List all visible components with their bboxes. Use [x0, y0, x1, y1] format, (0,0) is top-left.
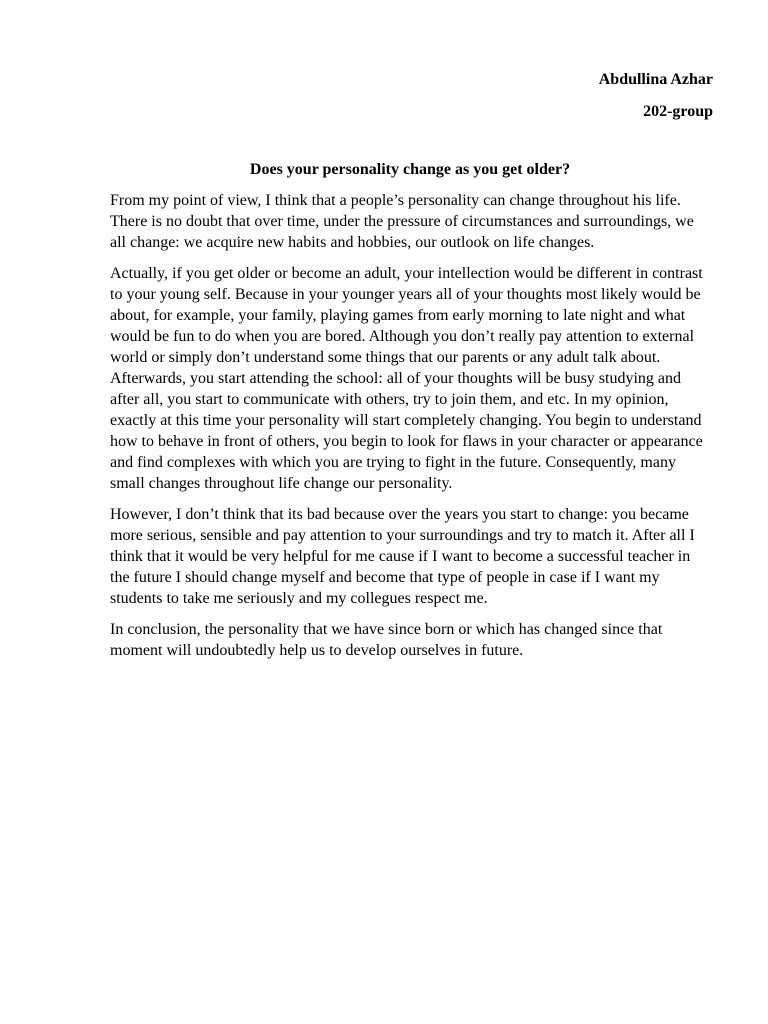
author-group: 202-group: [643, 103, 713, 120]
author-block: [599, 70, 713, 134]
author-name: Abdullina Azhar: [598, 71, 713, 88]
essay-paragraph: From my point of view, I think that a people’s personality can change throughout his life. There is no doubt that over time, under the pressure of circumstances and surroundings, we all change: we acquire new habits and hobbies, our outlook on life changes.: [110, 192, 694, 251]
essay-paragraph: Actually, if you get older or become an adult, your intellection would be different in contrast to your young self. Because in your younger years all of your thoughts most likely would be about, for example, your family, playing games from early morning to late night and what would be fun to do when you are bored. Although you don’t really pay attention to external world or simply don’t understand some things that our parents or any adult talk about. Afterwards, you start attending the school: all of your thoughts will be busy studying and after all, you start to communicate with others, try to join them, and etc. In my opinion, exactly at this time your personality will start completely changing. You begin to understand how to behave in front of others, you begin to look for flaws in your character or appearance and find complexes with which you are trying to fight in the future. Consequently, many small changes throughout life change our personality.: [110, 265, 703, 492]
essay-title: Does your personality change as you get older?: [249, 161, 571, 178]
essay-body: [110, 159, 710, 671]
essay-paragraph: In conclusion, the personality that we have since born or which has changed since that moment will undoubtedly help us to develop ourselves in future.: [110, 621, 663, 659]
essay-paragraph: However, I don’t think that its bad because over the years you start to change: you became more serious, sensible and pay attention to your surroundings and try to match it. After all I think that it would be very helpful for me cause if I want to become a successful teacher in the future I should change myself and become that type of people in case if I want my students to take me seriously and my collegues respect me.: [110, 506, 695, 607]
